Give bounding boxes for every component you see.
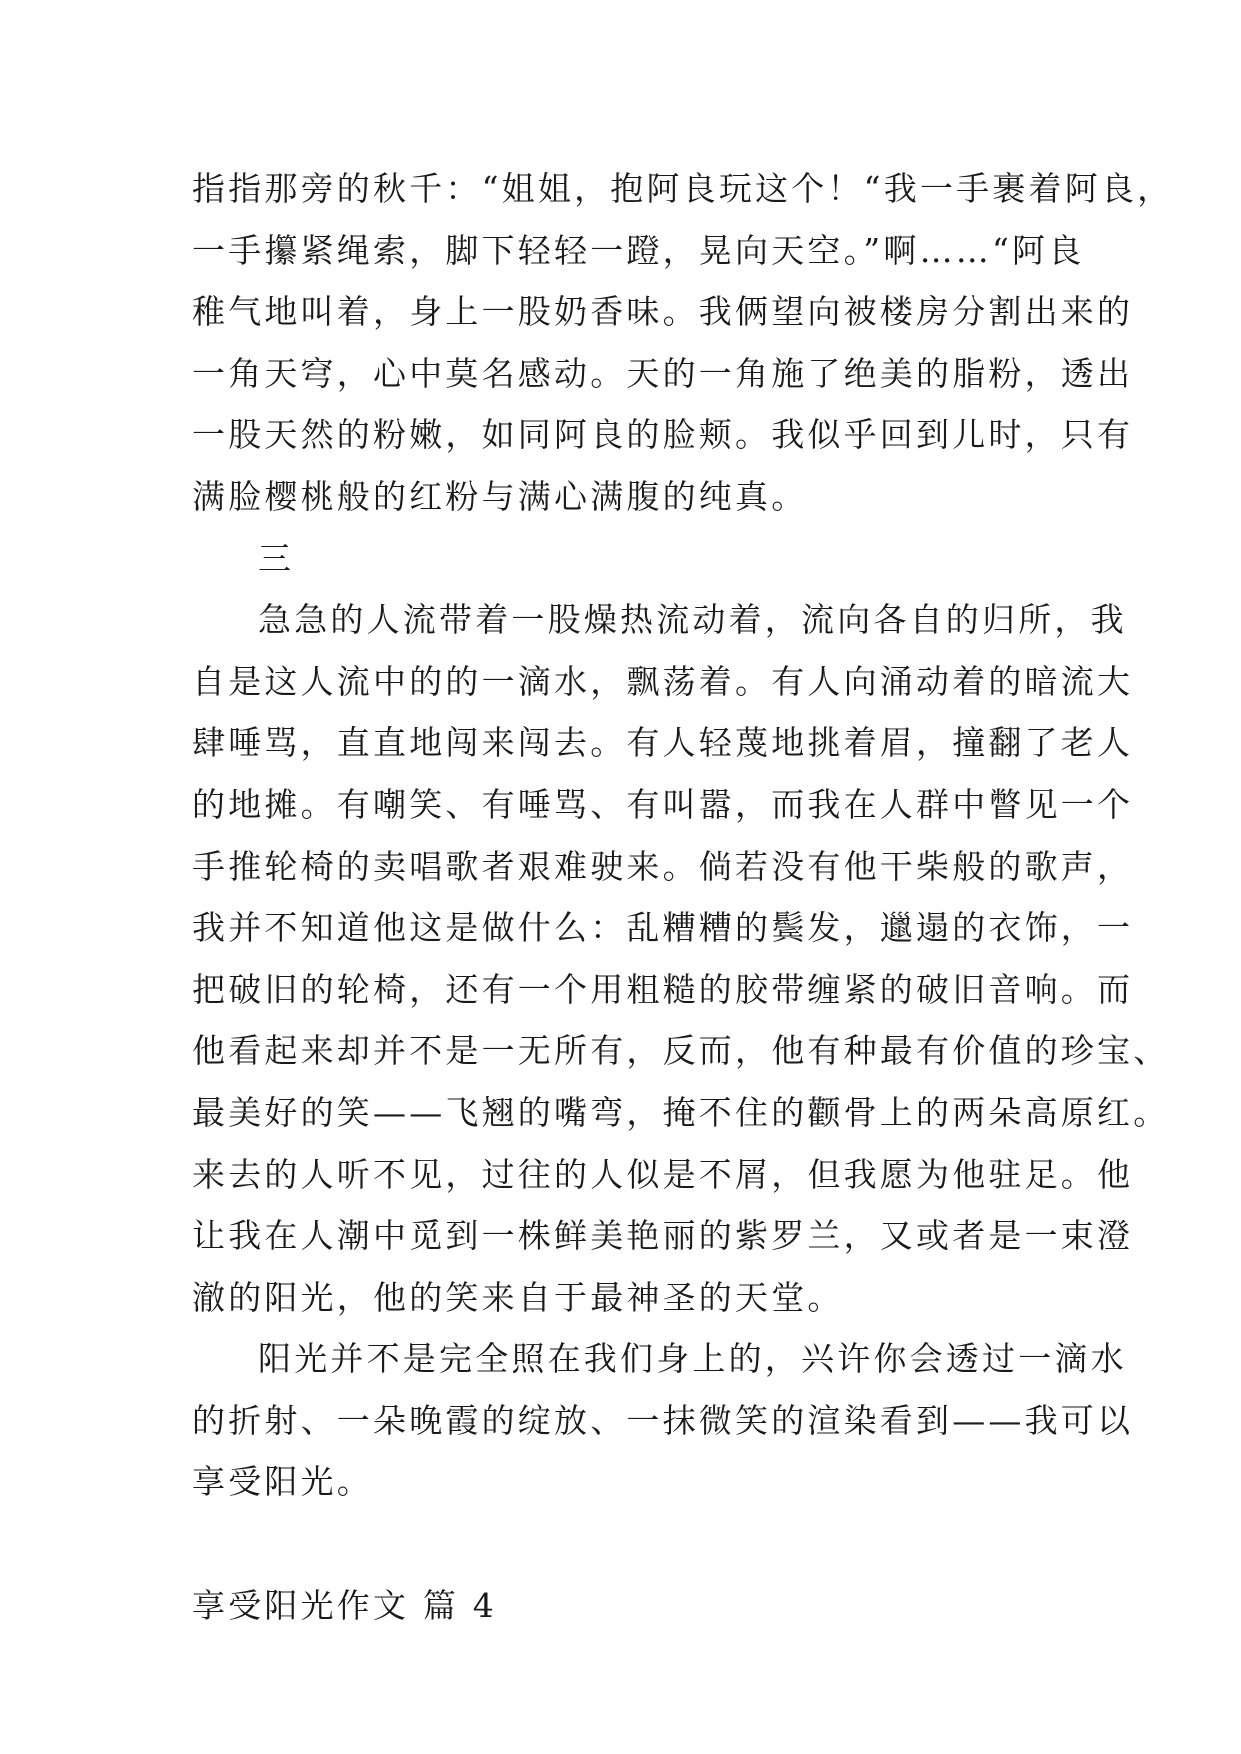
spacer xyxy=(192,1513,1052,1575)
text-line: 手推轮椅的卖唱歌者艰难驶来。倘若没有他干柴般的歌声， xyxy=(192,846,1134,886)
text-line: 把破旧的轮椅，还有一个用粗糙的胶带缠紧的破旧音响。而 xyxy=(192,969,1134,1009)
text-line: 的地摊。有嘲笑、有唾骂、有叫嚣，而我在人群中瞥见一个 xyxy=(192,784,1134,824)
text-line: 享受阳光。 xyxy=(192,1462,373,1502)
document-page xyxy=(192,158,1174,1636)
section-number-three: 三 xyxy=(258,538,295,578)
text-line: 来去的人听不见，过往的人似是不屑，但我愿为他驻足。他 xyxy=(192,1154,1134,1194)
text-line: 最美好的笑——飞翘的嘴弯，掩不住的颧骨上的两朵高原红。 xyxy=(192,1092,1170,1132)
paragraph-2 xyxy=(192,589,1170,1328)
text-line: 稚气地叫着，身上一股奶香味。我俩望向被楼房分割出来的 xyxy=(192,292,1134,332)
text-line: 让我在人潮中觅到一株鲜美艳丽的紫罗兰，又或者是一束澄 xyxy=(192,1216,1134,1256)
text-line: 阳光并不是完全照在我们身上的，兴许你会透过一滴水 xyxy=(258,1339,1127,1379)
text-line: 我并不知道他这是做什么：乱糟糟的鬓发，邋遢的衣饰，一 xyxy=(192,908,1134,948)
text-line: 指指那旁的秋千：“姐姐，抱阿良玩这个！“我一手裹着阿良， xyxy=(192,169,1174,208)
text-line: 他看起来却并不是一无所有，反而，他有种最有价值的珍宝、 xyxy=(192,1031,1170,1071)
paragraph-3 xyxy=(192,1328,1134,1513)
section-heading: 享受阳光作文 篇 4 xyxy=(192,1585,497,1625)
text-line: 肆唾骂，直直地闯来闯去。有人轻蔑地挑着眉，撞翻了老人 xyxy=(192,723,1134,763)
text-line: 急急的人流带着一股燥热流动着，流向各自的归所，我 xyxy=(258,600,1127,640)
text-line: 自是这人流中的的一滴水，飘荡着。有人向涌动着的暗流大 xyxy=(192,661,1134,701)
text-line: 的折射、一朵晚霞的绽放、一抹微笑的渲染看到——我可以 xyxy=(192,1400,1134,1440)
text-line: 满脸樱桃般的红粉与满心满腹的纯真。 xyxy=(192,476,808,516)
paragraph-1 xyxy=(192,158,1174,528)
text-line: 一手攥紧绳索，脚下轻轻一蹬，晃向天空。”啊……“阿良 xyxy=(192,230,1085,270)
text-line: 一股天然的粉嫩，如同阿良的脸颊。我似乎回到儿时，只有 xyxy=(192,415,1134,455)
text-line: 澈的阳光，他的笑来自于最神圣的天堂。 xyxy=(192,1277,844,1317)
text-line: 一角天穹，心中莫名感动。天的一角施了绝美的脂粉，透出 xyxy=(192,353,1134,393)
